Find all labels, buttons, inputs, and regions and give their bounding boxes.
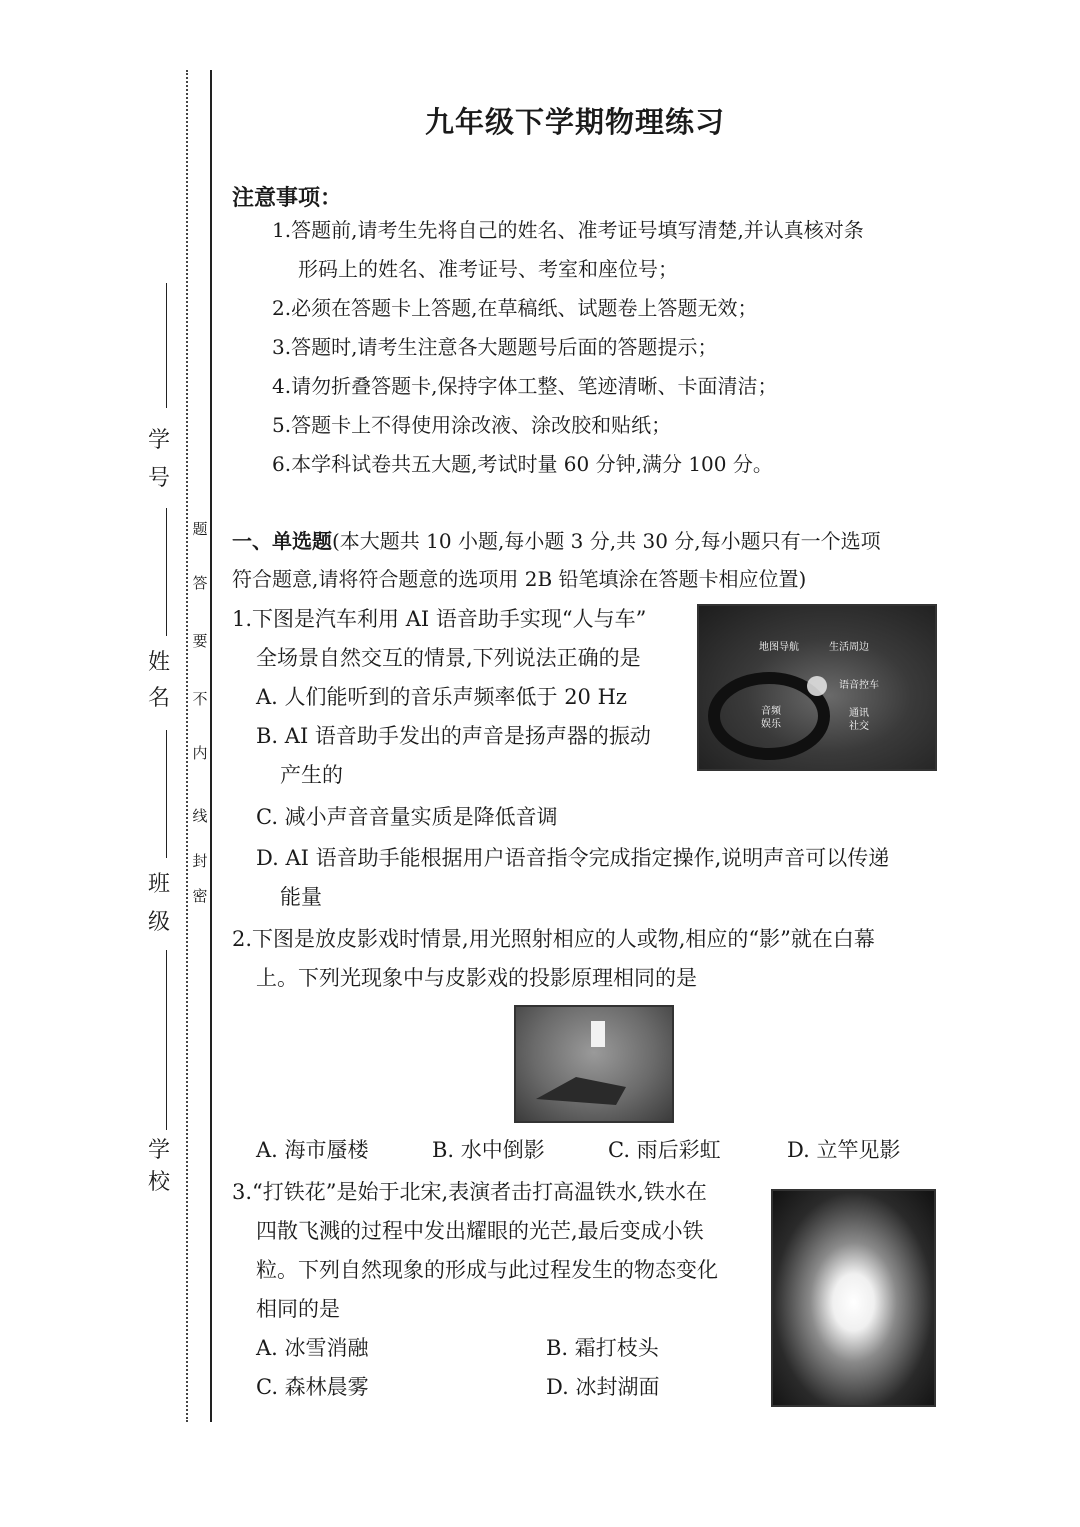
notice-item-5: 5.答题卡上不得使用涂改液、涂改胶和贴纸； bbox=[272, 413, 672, 437]
bubble-voice-control: 语音控车 bbox=[839, 680, 879, 691]
bubble-entertainment: 娱乐 bbox=[761, 719, 781, 730]
q2-stem-2: 上。下列光现象中与皮影戏的投影原理相同的是 bbox=[256, 966, 697, 990]
q1-option-d: D. AI 语音助手能根据用户语音指令完成指定操作,说明声音可以传递 bbox=[256, 846, 890, 870]
section-1-desc-2: 符合题意,请将符合题意的选项用 2B 铅笔填涂在答题卡相应位置) bbox=[232, 567, 807, 591]
seal-char-yao: 要 bbox=[192, 632, 208, 650]
section-1-desc-1: (本大题共 10 小题,每小题 3 分,共 30 分,每小题只有一个选项 bbox=[332, 529, 881, 553]
seal-char-bu: 不 bbox=[192, 690, 208, 708]
q2-option-a: A. 海市蜃楼 bbox=[256, 1138, 369, 1162]
q3-stem-2: 四散飞溅的过程中发出耀眼的光芒,最后变成小铁 bbox=[256, 1219, 704, 1243]
notice-item-1: 1.答题前,请考生先将自己的姓名、准考证号填写清楚,并认真核对条 bbox=[272, 218, 864, 242]
field-label-xue2: 学 bbox=[147, 1138, 170, 1163]
notice-item-1-cont: 形码上的姓名、准考证号、考室和座位号； bbox=[298, 257, 678, 281]
school-field-line bbox=[166, 950, 167, 1130]
seal-line bbox=[210, 70, 212, 1422]
q2-option-b: B. 水中倒影 bbox=[432, 1138, 545, 1162]
q2-stem-1: 2.下图是放皮影戏时情景,用光照射相应的人或物,相应的“影”就在白幕 bbox=[232, 927, 875, 951]
student-id-field-line bbox=[166, 283, 167, 408]
section-1-header bbox=[232, 528, 881, 554]
notice-item-6: 6.本学科试卷共五大题,考试时量 60 分钟,满分 100 分。 bbox=[272, 452, 773, 476]
q3-option-c: C. 森林晨雾 bbox=[256, 1375, 369, 1399]
q3-option-b: B. 霜打枝头 bbox=[546, 1336, 659, 1360]
bubble-audio: 音频 bbox=[761, 706, 781, 717]
q1-stem-2: 全场景自然交互的情景,下列说法正确的是 bbox=[256, 646, 641, 670]
q3-option-d: D. 冰封湖面 bbox=[546, 1375, 660, 1399]
steering-wheel-graphic bbox=[699, 606, 935, 769]
q1-stem-1: 1.下图是汽车利用 AI 语音助手实现“人与车” bbox=[232, 607, 647, 631]
cut-line-dotted bbox=[186, 70, 188, 1422]
notice-item-2: 2.必须在答题卡上答题,在草稿纸、试题卷上答题无效； bbox=[272, 296, 758, 320]
bubble-map-nav: 地图导航 bbox=[759, 642, 799, 653]
shadow-play-photo bbox=[514, 1005, 674, 1123]
bubble-communication: 通讯 bbox=[849, 708, 869, 719]
field-label-xiao: 校 bbox=[147, 1170, 170, 1195]
field-label-ming: 名 bbox=[147, 686, 170, 711]
seal-char-nei: 内 bbox=[192, 744, 208, 762]
name-field-line bbox=[166, 508, 167, 636]
q1-option-a: A. 人们能听到的音乐声频率低于 20 Hz bbox=[256, 685, 627, 709]
q3-stem-4: 相同的是 bbox=[256, 1297, 340, 1321]
seal-char-ti: 题 bbox=[192, 520, 208, 538]
q2-option-c: C. 雨后彩虹 bbox=[608, 1138, 721, 1162]
class-field-line bbox=[166, 730, 167, 858]
q2-option-d: D. 立竿见影 bbox=[787, 1138, 901, 1162]
q1-option-c: C. 减小声音音量实质是降低音调 bbox=[256, 805, 558, 829]
q3-stem-3: 粒。下列自然现象的形成与此过程发生的物态变化 bbox=[256, 1258, 718, 1282]
field-label-hao: 号 bbox=[147, 466, 170, 491]
notes-heading: 注意事项： bbox=[232, 186, 343, 211]
page-title: 九年级下学期物理练习 bbox=[424, 105, 725, 139]
section-1-title: 一、单选题 bbox=[232, 529, 332, 553]
notice-item-4: 4.请勿折叠答题卡,保持字体工整、笔迹清晰、卡面清洁； bbox=[272, 374, 778, 398]
q1-option-b: B. AI 语音助手发出的声音是扬声器的振动 bbox=[256, 724, 651, 748]
q1-option-b-cont: 产生的 bbox=[280, 763, 343, 787]
field-label-ban: 班 bbox=[147, 872, 170, 897]
field-label-xing: 姓 bbox=[147, 650, 170, 675]
seal-char-xian: 线 bbox=[192, 807, 208, 825]
q1-option-d-cont: 能量 bbox=[280, 885, 322, 909]
bubble-social: 社交 bbox=[849, 721, 869, 732]
seal-char-da: 答 bbox=[192, 574, 208, 592]
bubble-life-nearby: 生活周边 bbox=[829, 642, 869, 653]
q3-option-a: A. 冰雪消融 bbox=[256, 1336, 369, 1360]
field-label-xue: 学 bbox=[147, 428, 170, 453]
q3-stem-1: 3.“打铁花”是始于北宋,表演者击打高温铁水,铁水在 bbox=[232, 1180, 707, 1204]
seal-char-feng: 封 bbox=[192, 852, 208, 870]
notice-item-3: 3.答题时,请考生注意各大题题号后面的答题提示； bbox=[272, 335, 718, 359]
car-ai-assistant-photo bbox=[697, 604, 937, 771]
puppet-silhouette-graphic bbox=[516, 1007, 672, 1121]
field-label-ji: 级 bbox=[147, 910, 170, 935]
iron-flower-photo bbox=[771, 1189, 936, 1407]
seal-char-mi: 密 bbox=[192, 887, 208, 905]
